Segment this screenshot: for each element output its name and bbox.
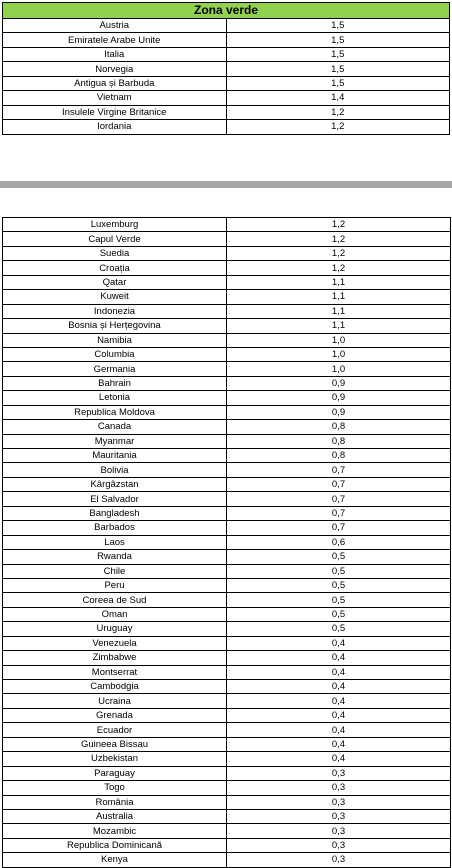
table-row bbox=[3, 578, 451, 592]
table-row bbox=[3, 333, 451, 347]
country-cell: Austria bbox=[3, 19, 227, 33]
rate-cell: 0,7 bbox=[227, 506, 451, 520]
page-separator bbox=[0, 181, 452, 188]
table-row bbox=[3, 362, 451, 376]
rate-cell: 1,1 bbox=[227, 275, 451, 289]
country-cell: Barbados bbox=[3, 521, 227, 535]
rate-cell: 0,4 bbox=[227, 651, 451, 665]
country-cell: Iordania bbox=[3, 120, 227, 134]
country-cell: Emiratele Arabe Unite bbox=[3, 33, 227, 47]
country-cell: Germania bbox=[3, 362, 227, 376]
country-cell: România bbox=[3, 795, 227, 809]
country-cell: Bolivia bbox=[3, 463, 227, 477]
rate-cell: 0,7 bbox=[227, 492, 451, 506]
rate-cell: 0,7 bbox=[227, 463, 451, 477]
rate-cell: 0,5 bbox=[227, 593, 451, 607]
rate-cell: 1,2 bbox=[226, 105, 450, 119]
table-row bbox=[3, 47, 450, 61]
table-row bbox=[3, 120, 450, 134]
table-row bbox=[3, 838, 451, 852]
country-cell: Luxemburg bbox=[3, 218, 227, 232]
country-cell: Vietnam bbox=[3, 91, 227, 105]
country-cell: Republica Moldova bbox=[3, 405, 227, 419]
country-cell: Qatar bbox=[3, 275, 227, 289]
rate-cell: 1,2 bbox=[226, 120, 450, 134]
country-cell: Peru bbox=[3, 578, 227, 592]
rate-cell: 0,4 bbox=[227, 636, 451, 650]
country-cell: Ucraina bbox=[3, 694, 227, 708]
table-row bbox=[3, 449, 451, 463]
table-row bbox=[3, 232, 451, 246]
rate-cell: 1,5 bbox=[226, 33, 450, 47]
table-row bbox=[3, 680, 451, 694]
rate-cell: 0,3 bbox=[227, 809, 451, 823]
table-row bbox=[3, 853, 451, 867]
country-cell: Togo bbox=[3, 781, 227, 795]
country-cell: Columbia bbox=[3, 347, 227, 361]
table-row bbox=[3, 521, 451, 535]
table-row bbox=[3, 795, 451, 809]
country-cell: Namibia bbox=[3, 333, 227, 347]
country-cell: Kuweit bbox=[3, 290, 227, 304]
table-row bbox=[3, 376, 451, 390]
rate-cell: 1,2 bbox=[227, 246, 451, 260]
country-cell: Kârgâzstan bbox=[3, 477, 227, 491]
table-row bbox=[3, 809, 451, 823]
country-cell: Australia bbox=[3, 809, 227, 823]
country-cell: Chile bbox=[3, 564, 227, 578]
rate-cell: 0,5 bbox=[227, 550, 451, 564]
country-cell: Guineea Bissau bbox=[3, 737, 227, 751]
country-cell: Ecuador bbox=[3, 723, 227, 737]
table-row bbox=[3, 506, 451, 520]
rate-cell: 0,8 bbox=[227, 434, 451, 448]
country-cell: Cambodgia bbox=[3, 680, 227, 694]
rate-cell: 1,4 bbox=[226, 91, 450, 105]
country-cell: Croația bbox=[3, 261, 227, 275]
country-cell: Grenada bbox=[3, 708, 227, 722]
country-cell: Venezuela bbox=[3, 636, 227, 650]
rate-cell: 0,5 bbox=[227, 564, 451, 578]
country-cell: Mozambic bbox=[3, 824, 227, 838]
table-row bbox=[3, 275, 451, 289]
table-row bbox=[3, 723, 451, 737]
table-row bbox=[3, 463, 451, 477]
table-row bbox=[3, 33, 450, 47]
rate-cell: 1,2 bbox=[227, 218, 451, 232]
table-row bbox=[3, 477, 451, 491]
rate-cell: 0,5 bbox=[227, 578, 451, 592]
rate-cell: 0,3 bbox=[227, 838, 451, 852]
green-zone-table-bottom bbox=[2, 217, 451, 868]
table-row bbox=[3, 752, 451, 766]
table-row bbox=[3, 781, 451, 795]
country-cell: Capul Verde bbox=[3, 232, 227, 246]
country-cell: Mauritania bbox=[3, 449, 227, 463]
rate-cell: 1,0 bbox=[227, 347, 451, 361]
country-cell: Coreea de Sud bbox=[3, 593, 227, 607]
table-row bbox=[3, 391, 451, 405]
country-cell: Rwanda bbox=[3, 550, 227, 564]
table-row bbox=[3, 434, 451, 448]
rate-cell: 1,1 bbox=[227, 290, 451, 304]
header-row bbox=[3, 3, 450, 19]
country-cell: Suedia bbox=[3, 246, 227, 260]
country-cell: Republica Dominicană bbox=[3, 838, 227, 852]
rate-cell: 0,4 bbox=[227, 708, 451, 722]
table-row bbox=[3, 593, 451, 607]
rate-cell: 0,4 bbox=[227, 665, 451, 679]
country-cell: Oman bbox=[3, 607, 227, 621]
table-row bbox=[3, 694, 451, 708]
rate-cell: 1,0 bbox=[227, 333, 451, 347]
table-row bbox=[3, 492, 451, 506]
rate-cell: 1,2 bbox=[227, 232, 451, 246]
rate-cell: 0,4 bbox=[227, 694, 451, 708]
country-cell: Letonia bbox=[3, 391, 227, 405]
rate-cell: 0,9 bbox=[227, 405, 451, 419]
country-cell: Italia bbox=[3, 47, 227, 61]
table-row bbox=[3, 304, 451, 318]
table-row bbox=[3, 651, 451, 665]
rate-cell: 1,5 bbox=[226, 62, 450, 76]
rate-cell: 0,7 bbox=[227, 477, 451, 491]
rate-cell: 1,5 bbox=[226, 76, 450, 90]
country-cell: Myanmar bbox=[3, 434, 227, 448]
country-cell: Bangladesh bbox=[3, 506, 227, 520]
country-cell: Antigua și Barbuda bbox=[3, 76, 227, 90]
rate-cell: 1,5 bbox=[226, 47, 450, 61]
table-row bbox=[3, 91, 450, 105]
country-cell: El Salvador bbox=[3, 492, 227, 506]
rate-cell: 0,4 bbox=[227, 752, 451, 766]
country-cell: Bahrain bbox=[3, 376, 227, 390]
rate-cell: 0,9 bbox=[227, 376, 451, 390]
table-row bbox=[3, 76, 450, 90]
table-row bbox=[3, 824, 451, 838]
table-row bbox=[3, 622, 451, 636]
country-cell: Montserrat bbox=[3, 665, 227, 679]
rate-cell: 0,3 bbox=[227, 824, 451, 838]
table-row bbox=[3, 607, 451, 621]
rate-cell: 1,2 bbox=[227, 261, 451, 275]
country-cell: Norvegia bbox=[3, 62, 227, 76]
country-cell: Insulele Virgine Britanice bbox=[3, 105, 227, 119]
rate-cell: 0,9 bbox=[227, 391, 451, 405]
rate-cell: 0,8 bbox=[227, 449, 451, 463]
table-row bbox=[3, 766, 451, 780]
table-row bbox=[3, 405, 451, 419]
rate-cell: 0,4 bbox=[227, 737, 451, 751]
table-row bbox=[3, 535, 451, 549]
rate-cell: 0,8 bbox=[227, 420, 451, 434]
rate-cell: 1,5 bbox=[226, 19, 450, 33]
table-row bbox=[3, 218, 451, 232]
rate-cell: 0,5 bbox=[227, 607, 451, 621]
rate-cell: 1,1 bbox=[227, 319, 451, 333]
rate-cell: 0,3 bbox=[227, 781, 451, 795]
country-cell: Uzbekistan bbox=[3, 752, 227, 766]
rate-cell: 0,4 bbox=[227, 723, 451, 737]
table-row bbox=[3, 246, 451, 260]
table-body bbox=[3, 218, 451, 868]
table-row bbox=[3, 550, 451, 564]
country-cell: Laos bbox=[3, 535, 227, 549]
green-zone-table-top bbox=[2, 2, 450, 135]
table-row bbox=[3, 319, 451, 333]
country-cell: Uruguay bbox=[3, 622, 227, 636]
rate-cell: 0,3 bbox=[227, 795, 451, 809]
rate-cell: 1,1 bbox=[227, 304, 451, 318]
table-row bbox=[3, 261, 451, 275]
rate-cell: 1,0 bbox=[227, 362, 451, 376]
table-row bbox=[3, 665, 451, 679]
rate-cell: 0,5 bbox=[227, 622, 451, 636]
table-row bbox=[3, 105, 450, 119]
rate-cell: 0,3 bbox=[227, 853, 451, 867]
country-cell: Indonezia bbox=[3, 304, 227, 318]
table-row bbox=[3, 420, 451, 434]
table-row bbox=[3, 708, 451, 722]
table-row bbox=[3, 636, 451, 650]
rate-cell: 0,4 bbox=[227, 680, 451, 694]
table-title: Zona verde bbox=[3, 3, 450, 19]
country-cell: Canada bbox=[3, 420, 227, 434]
table-row bbox=[3, 19, 450, 33]
rate-cell: 0,6 bbox=[227, 535, 451, 549]
country-cell: Paraguay bbox=[3, 766, 227, 780]
country-cell: Kenya bbox=[3, 853, 227, 867]
table-row bbox=[3, 347, 451, 361]
country-cell: Bosnia și Herțegovina bbox=[3, 319, 227, 333]
table-body bbox=[3, 3, 450, 135]
table-row bbox=[3, 290, 451, 304]
table-row bbox=[3, 737, 451, 751]
table-row bbox=[3, 62, 450, 76]
rate-cell: 0,7 bbox=[227, 521, 451, 535]
country-cell: Zimbabwe bbox=[3, 651, 227, 665]
table-row bbox=[3, 564, 451, 578]
rate-cell: 0,3 bbox=[227, 766, 451, 780]
